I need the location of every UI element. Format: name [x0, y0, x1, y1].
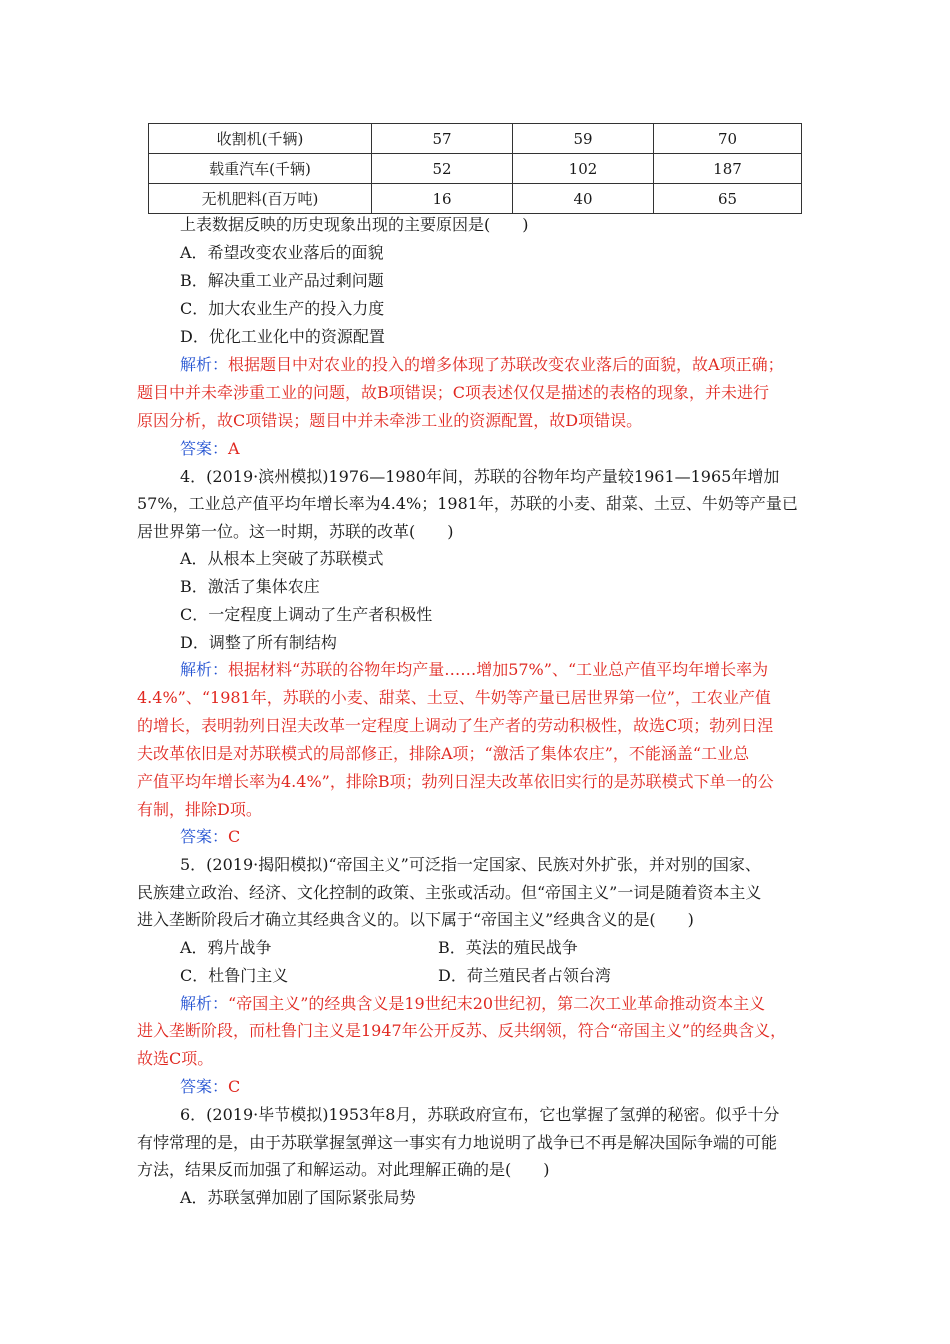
q3-answer: [180, 439, 240, 459]
q5-option-a: A．鸦片战争: [180, 938, 272, 957]
answer-value: C: [228, 827, 241, 846]
table-cell: 载重汽车(千辆): [149, 154, 372, 184]
q6-stem-line: 有悖常理的是，由于苏联掌握氢弹这一事实有力地说明了战争已不再是解决国际争端的可能: [137, 1133, 778, 1152]
table-row: [149, 154, 802, 184]
answer-label: 答案：: [180, 827, 229, 846]
q6-stem-line: 方法，结果反而加强了和解运动。对此理解正确的是( ): [137, 1160, 550, 1179]
q5-stem-line: 5．(2019·揭阳模拟)“帝国主义”可泛指一定国家、民族对外扩张，并对别的国家、: [180, 855, 761, 874]
q5-analysis-line: 进入垄断阶段，而杜鲁门主义是1947年公开反苏、反共纲领，符合“帝国主义”的经典含义，: [137, 1021, 787, 1040]
q4-analysis-line: 产值平均年增长率为4.4%”，排除B项；勃列日涅夫改革依旧实行的是苏联模式下单一的公: [137, 772, 774, 791]
q4-analysis-line: 有制，排除D项。: [137, 800, 262, 819]
q6-stem-line: 6．(2019·毕节模拟)1953年8月，苏联政府宣布，它也掌握了氢弹的秘密。似乎十分: [180, 1105, 780, 1124]
table-row: [149, 124, 802, 154]
table-cell: 102: [513, 154, 654, 184]
table-cell: 40: [513, 184, 654, 214]
q4-analysis-line: 的增长，表明勃列日涅夫改革一定程度上调动了生产者的劳动积极性，故选C项；勃列日涅: [137, 716, 774, 735]
table-cell: 57: [372, 124, 513, 154]
table-cell: 52: [372, 154, 513, 184]
q4-stem-line: 4．(2019·滨州模拟)1976—1980年间，苏联的谷物年均产量较1961—1965年增加: [180, 467, 780, 486]
q5-stem-line: 进入垄断阶段后才确立其经典含义的。以下属于“帝国主义”经典含义的是( ): [137, 910, 694, 929]
analysis-text: 根据材料“苏联的谷物年均产量……增加57%”、“工业总产值平均年增长率为: [228, 660, 769, 679]
q6-option-a: A．苏联氢弹加剧了国际紧张局势: [180, 1188, 416, 1207]
q3-analysis-line: [180, 355, 784, 375]
table-cell: 无机肥料(百万吨): [149, 184, 372, 214]
q4-analysis-line: 4.4%”、“1981年，苏联的小麦、甜菜、土豆、牛奶等产量已居世界第一位”，工农业产值: [137, 688, 771, 707]
q4-analysis-line: [180, 660, 768, 680]
analysis-text: 根据题目中对农业的投入的增多体现了苏联改变农业落后的面貌，故A项正确；: [228, 355, 784, 374]
q4-analysis-line: 夫改革依旧是对苏联模式的局部修正，排除A项；“激活了集体农庄”，不能涵盖“工业总: [137, 744, 750, 763]
q4-answer: [180, 827, 240, 847]
q3-analysis-line: 题目中并未牵涉重工业的问题，故B项错误；C项表述仅仅是描述的表格的现象，并未进行: [137, 383, 770, 402]
table-cell: 187: [654, 154, 802, 184]
data-table: [148, 123, 802, 214]
q5-options-row: [180, 938, 272, 958]
table-cell: 65: [654, 184, 802, 214]
table-cell: 59: [513, 124, 654, 154]
answer-value: C: [228, 1077, 241, 1096]
q5-answer: [180, 1077, 240, 1097]
analysis-text: “帝国主义”的经典含义是19世纪末20世纪初，第二次工业革命推动资本主义: [228, 994, 766, 1013]
q5-analysis-line: 故选C项。: [137, 1049, 214, 1068]
q3-stem: 上表数据反映的历史现象出现的主要原因是( ): [180, 215, 529, 234]
q3-option-d: D．优化工业化中的资源配置: [180, 327, 385, 346]
q5-option-d: D．荷兰殖民者占领台湾: [438, 966, 611, 985]
analysis-label: 解析：: [180, 355, 229, 374]
q5-option-b: B．英法的殖民战争: [438, 938, 578, 957]
q3-option-a: A．希望改变农业落后的面貌: [180, 243, 384, 262]
table-cell: 16: [372, 184, 513, 214]
table-cell: 70: [654, 124, 802, 154]
q4-option-d: D．调整了所有制结构: [180, 633, 337, 652]
q4-stem-line: 居世界第一位。这一时期，苏联的改革( ): [137, 522, 454, 541]
answer-value: A: [228, 439, 240, 458]
q5-option-c: C．杜鲁门主义: [180, 966, 289, 985]
answer-label: 答案：: [180, 1077, 229, 1096]
analysis-label: 解析：: [180, 994, 229, 1013]
q4-option-c: C．一定程度上调动了生产者积极性: [180, 605, 433, 624]
q4-option-b: B．激活了集体农庄: [180, 577, 320, 596]
q3-option-b: B．解决重工业产品过剩问题: [180, 271, 384, 290]
q3-option-c: C．加大农业生产的投入力度: [180, 299, 385, 318]
q3-analysis-line: 原因分析，故C项错误；题目中并未牵涉工业的资源配置，故D项错误。: [137, 411, 643, 430]
table-cell: 收割机(千辆): [149, 124, 372, 154]
q5-analysis-line: [180, 994, 765, 1014]
table-row: [149, 184, 802, 214]
answer-label: 答案：: [180, 439, 229, 458]
q4-option-a: A．从根本上突破了苏联模式: [180, 549, 384, 568]
q5-stem-line: 民族建立政治、经济、文化控制的政策、主张或活动。但“帝国主义”一词是随着资本主义: [137, 883, 762, 902]
analysis-label: 解析：: [180, 660, 229, 679]
q4-stem-line: 57%，工业总产值平均年增长率为4.4%；1981年，苏联的小麦、甜菜、土豆、牛奶等产量已: [137, 494, 798, 513]
